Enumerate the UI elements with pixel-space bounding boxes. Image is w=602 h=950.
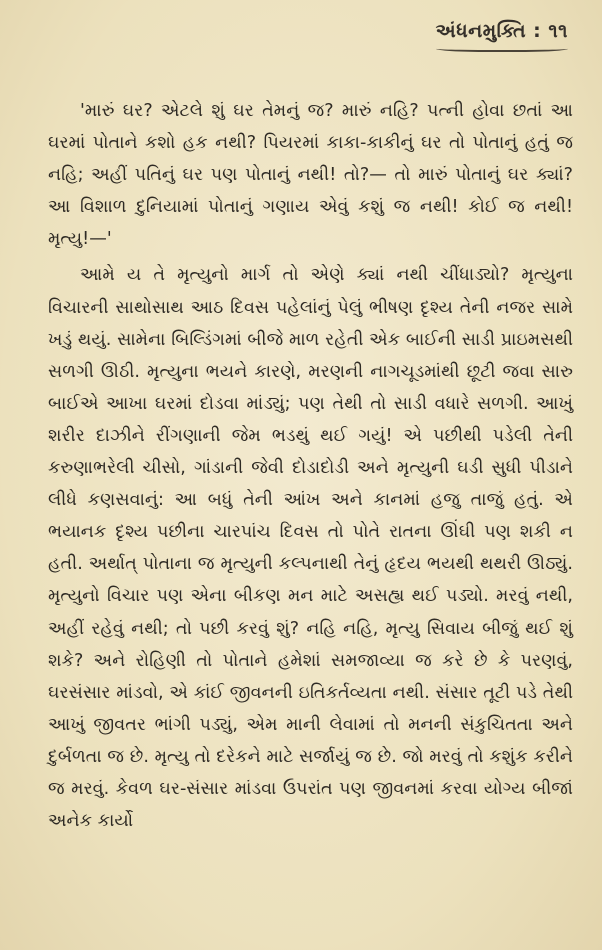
- paragraph: આમે ય તે મૃત્યુનો માર્ગ તો એણે ક્યાં નથી ચીંધાડ્યો? મૃત્યુના વિચારની સાથોસાથ આઠ દિવસ પહેલાંનું પેલું ભીષણ દૃશ્ય તેની નજર સામે ખડું થયું. સામેના બિલ્ડિંગમાં બીજે માળ રહેતી એક બાઈની સાડી પ્રાઇમસથી સળગી ઊઠી. મૃત્યુના ભયને કારણે, મરણની નાગચૂડમાંથી છૂટી જવા સારુ બાઈએ આખા ઘરમાં દોડવા માંડ્યું; પણ તેથી તો સાડી વધારે સળગી. આખું શરીર દાઝીને રીંગણાની જેમ ભડથું થઈ ગયું! એ પછીથી પડેલી તેની કરુણાભરેલી ચીસો, ગાંડાની જેવી દોડાદોડી અને મૃત્યુની ઘડી સુધી પીડાને લીધે કણસવાનું: આ બધું તેની આંખ અને કાનમાં હજુ તાજું હતું. એ ભયાનક દૃશ્ય પછીના ચારપાંચ દિવસ તો પોતે રાતના ઊંઘી પણ શકી ન હતી. અર્થાત્ પોતાના જ મૃત્યુની કલ્પનાથી તેનું હૃદય ભયથી થથરી ઊઠ્યું. મૃત્યુનો વિચાર પણ એના બીકણ મન માટે અસહ્ય થઈ પડ્યો. મરવું નથી, અહીં રહેવું નથી; તો પછી કરવું શું? નહિ નહિ, મૃત્યુ સિવાય બીજું થઈ શું શકે? અને રોહિણી તો પોતાને હમેશાં સમજાવ્યા જ કરે છે કે પરણવું, ઘરસંસાર માંડવો, એ કાંઈ જીવનની ઇતિકર્તવ્યતા નથી. સંસાર તૂટી પડે તેથી આખું જીવતર ભાંગી પડ્યું, એમ માની લેવામાં તો મનની સંકુચિતતા અને દુર્બળતા જ છે. મૃત્યુ તો દરેકને માટે સર્જાયું જ છે. જો મરવું તો કશુંક કરીને જ મરવું. કેવળ ઘર-સંસાર માંડવા ઉપરાંત પણ જીવનમાં કરવા યોગ્ય બીજાં અનેક કાર્યો: [48, 265, 573, 832]
- decorative-underline: [436, 44, 568, 52]
- paragraph: 'મારું ઘર? એટલે શું ઘર તેમનું જ? મારું નહિ? પત્ની હોવા છતાં આ ઘરમાં પોતાને કશો હક નથી? પિયરમાં કાકા-કાકીનું ઘર તો પોતાનું હતું જ નહિ; અહીં પતિનું ઘર પણ પોતાનું નથી! તો?— તો મારું પોતાનું ઘર ક્યાં? આ વિશાળ દુનિયામાં પોતાનું ગણાય એવું કશું જ નથી! કોઈ જ નથી! મૃત્યુ!—': [48, 101, 573, 250]
- running-head: [436, 20, 568, 52]
- running-head-text: અંધનમુક્તિ : ૧૧: [435, 20, 568, 42]
- body-text: [48, 95, 573, 837]
